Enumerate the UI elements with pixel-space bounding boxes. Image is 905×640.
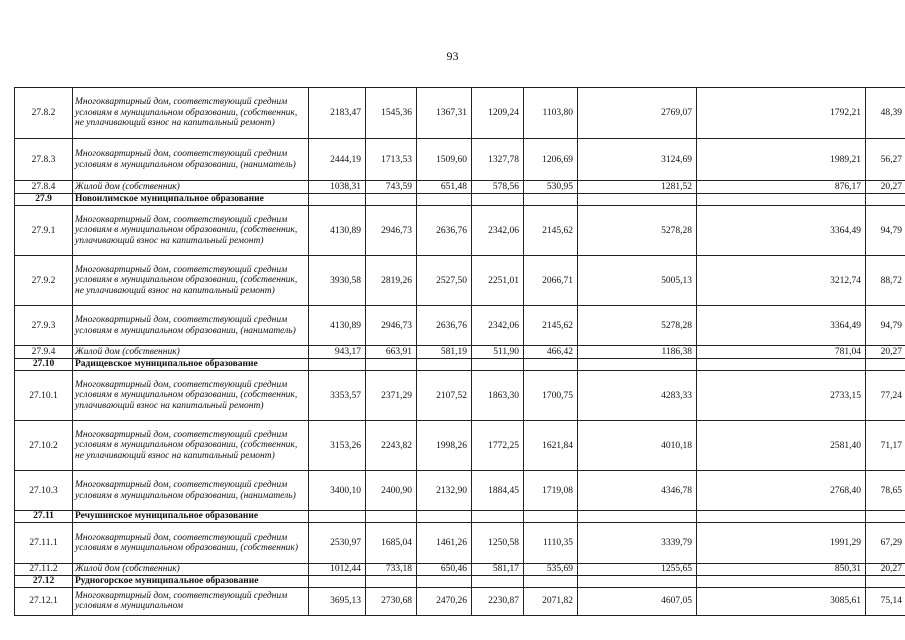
value-cell-v6: 4346,78 [578,471,697,511]
table-row [15,306,905,346]
value-cell-v1: 3353,57 [309,371,366,421]
value-cell-v3: 1367,31 [417,88,472,139]
empty-cell [417,511,472,523]
row-code: 27.10.3 [15,471,73,511]
empty-cell [578,359,697,371]
row-code: 27.10.1 [15,371,73,421]
value-cell-v5: 1700,75 [524,371,578,421]
value-cell-v8: 67,29 [866,523,905,564]
empty-cell [309,575,366,587]
value-cell-v8: 56,27 [866,139,905,181]
value-cell-v6: 4010,18 [578,421,697,471]
empty-cell [309,194,366,206]
table-body [15,88,905,616]
row-code: 27.8.4 [15,181,73,194]
value-cell-v1: 2183,47 [309,88,366,139]
table-row [15,564,905,576]
table-row [15,256,905,306]
value-cell-v8: 75,14 [866,587,905,615]
value-cell-v1: 2444,19 [309,139,366,181]
value-cell-v8: 20,27 [866,181,905,194]
value-cell-v4: 581,17 [472,564,524,576]
empty-cell [472,359,524,371]
empty-cell [866,194,905,206]
value-cell-v8: 88,72 [866,256,905,306]
row-description: Многоквартирный дом, соответствующий средним условиям в муниципальном образовании, (наниматель) [73,471,309,511]
value-cell-v7: 876,17 [697,181,866,194]
table-row [15,587,905,615]
value-cell-v3: 2527,50 [417,256,472,306]
row-code: 27.11.1 [15,523,73,564]
row-description: Многоквартирный дом, соответствующий средним условиям в муниципальном образовании, (наниматель) [73,306,309,346]
value-cell-v6: 3339,79 [578,523,697,564]
value-cell-v1: 1012,44 [309,564,366,576]
row-description: Многоквартирный дом, соответствующий средним условиям в муниципальном образовании, (собственник, уплачивающий взнос на капитальный ремонт) [73,206,309,256]
row-code: 27.12.1 [15,587,73,615]
value-cell-v5: 466,42 [524,346,578,359]
value-cell-v8: 77,24 [866,371,905,421]
empty-cell [697,194,866,206]
value-cell-v1: 3400,10 [309,471,366,511]
empty-cell [697,511,866,523]
value-cell-v8: 94,79 [866,306,905,346]
value-cell-v8: 71,17 [866,421,905,471]
empty-cell [866,511,905,523]
value-cell-v6: 5005,13 [578,256,697,306]
value-cell-v1: 2530,97 [309,523,366,564]
value-cell-v4: 578,56 [472,181,524,194]
row-code: 27.9.4 [15,346,73,359]
value-cell-v3: 651,48 [417,181,472,194]
row-description: Многоквартирный дом, соответствующий средним условиям в муниципальном образовании, (собственник, уплачивающий взнос на капитальный ремонт) [73,371,309,421]
empty-cell [866,575,905,587]
value-cell-v3: 1461,26 [417,523,472,564]
value-cell-v1: 4130,89 [309,206,366,256]
row-code: 27.11.2 [15,564,73,576]
value-cell-v5: 2145,62 [524,206,578,256]
value-cell-v7: 2581,40 [697,421,866,471]
empty-cell [578,194,697,206]
row-description: Жилой дом (собственник) [73,564,309,576]
value-cell-v2: 1545,36 [366,88,417,139]
empty-cell [366,359,417,371]
row-description: Жилой дом (собственник) [73,181,309,194]
empty-cell [578,511,697,523]
value-cell-v7: 3364,49 [697,306,866,346]
value-cell-v7: 2768,40 [697,471,866,511]
value-cell-v1: 943,17 [309,346,366,359]
section-row [15,575,905,587]
value-cell-v7: 850,31 [697,564,866,576]
page-number: 93 [446,49,459,63]
empty-cell [309,359,366,371]
value-cell-v2: 663,91 [366,346,417,359]
value-cell-v3: 581,19 [417,346,472,359]
row-code: 27.9.1 [15,206,73,256]
value-cell-v2: 1713,53 [366,139,417,181]
tariff-table [14,87,905,616]
value-cell-v4: 1884,45 [472,471,524,511]
value-cell-v2: 743,59 [366,181,417,194]
empty-cell [524,359,578,371]
row-code: 27.12 [15,575,73,587]
value-cell-v7: 3364,49 [697,206,866,256]
value-cell-v4: 1209,24 [472,88,524,139]
row-code: 27.10.2 [15,421,73,471]
value-cell-v7: 781,04 [697,346,866,359]
value-cell-v5: 2145,62 [524,306,578,346]
value-cell-v2: 733,18 [366,564,417,576]
row-code: 27.9.3 [15,306,73,346]
value-cell-v1: 4130,89 [309,306,366,346]
table-row [15,346,905,359]
value-cell-v6: 2769,07 [578,88,697,139]
value-cell-v3: 2636,76 [417,306,472,346]
empty-cell [472,194,524,206]
value-cell-v3: 2470,26 [417,587,472,615]
value-cell-v2: 2946,73 [366,306,417,346]
value-cell-v3: 2636,76 [417,206,472,256]
value-cell-v6: 5278,28 [578,206,697,256]
value-cell-v4: 2342,06 [472,206,524,256]
empty-cell [366,511,417,523]
value-cell-v2: 2946,73 [366,206,417,256]
row-description: Многоквартирный дом, соответствующий средним условиям в муниципальном образовании, (собственник, не уплачивающий взнос на капитальный ремонт) [73,256,309,306]
table-row [15,471,905,511]
value-cell-v5: 2071,82 [524,587,578,615]
value-cell-v8: 20,27 [866,564,905,576]
value-cell-v6: 4607,05 [578,587,697,615]
value-cell-v4: 2230,87 [472,587,524,615]
row-code: 27.9.2 [15,256,73,306]
table-row [15,206,905,256]
section-row [15,359,905,371]
value-cell-v8: 48,39 [866,88,905,139]
value-cell-v7: 1792,21 [697,88,866,139]
row-description: Многоквартирный дом, соответствующий средним условиям в муниципальном [73,587,309,615]
row-description: Многоквартирный дом, соответствующий средним условиям в муниципальном образовании, (собственник) [73,523,309,564]
row-code: 27.8.3 [15,139,73,181]
value-cell-v2: 2730,68 [366,587,417,615]
table-row [15,139,905,181]
value-cell-v5: 1103,80 [524,88,578,139]
value-cell-v4: 2342,06 [472,306,524,346]
value-cell-v5: 535,69 [524,564,578,576]
empty-cell [697,359,866,371]
value-cell-v8: 78,65 [866,471,905,511]
value-cell-v5: 1719,08 [524,471,578,511]
empty-cell [472,575,524,587]
value-cell-v2: 2371,29 [366,371,417,421]
empty-cell [417,575,472,587]
value-cell-v7: 3212,74 [697,256,866,306]
value-cell-v6: 1255,65 [578,564,697,576]
value-cell-v7: 2733,15 [697,371,866,421]
empty-cell [524,194,578,206]
value-cell-v5: 1110,35 [524,523,578,564]
table-row [15,523,905,564]
value-cell-v2: 1685,04 [366,523,417,564]
empty-cell [366,575,417,587]
value-cell-v4: 511,90 [472,346,524,359]
section-title: Речушинское муниципальное образование [73,511,309,523]
empty-cell [417,194,472,206]
value-cell-v4: 1863,30 [472,371,524,421]
value-cell-v6: 1186,38 [578,346,697,359]
value-cell-v4: 2251,01 [472,256,524,306]
row-description: Многоквартирный дом, соответствующий средним условиям в муниципальном образовании, (собственник, не уплачивающий взнос на капитальный ремонт) [73,421,309,471]
value-cell-v7: 1991,29 [697,523,866,564]
value-cell-v1: 1038,31 [309,181,366,194]
row-code: 27.11 [15,511,73,523]
value-cell-v3: 650,46 [417,564,472,576]
empty-cell [697,575,866,587]
empty-cell [417,359,472,371]
value-cell-v1: 3695,13 [309,587,366,615]
value-cell-v5: 1206,69 [524,139,578,181]
row-code: 27.8.2 [15,88,73,139]
value-cell-v5: 2066,71 [524,256,578,306]
row-description: Многоквартирный дом, соответствующий средним условиям в муниципальном образовании, (наниматель) [73,139,309,181]
empty-cell [309,511,366,523]
value-cell-v4: 1772,25 [472,421,524,471]
section-title: Рудногорское муниципальное образование [73,575,309,587]
value-cell-v2: 2400,90 [366,471,417,511]
section-title: Радищевское муниципальное образование [73,359,309,371]
value-cell-v6: 3124,69 [578,139,697,181]
empty-cell [578,575,697,587]
value-cell-v6: 5278,28 [578,306,697,346]
section-title: Новоилимское муниципальное образование [73,194,309,206]
table-row [15,421,905,471]
value-cell-v6: 4283,33 [578,371,697,421]
row-code: 27.9 [15,194,73,206]
value-cell-v8: 20,27 [866,346,905,359]
value-cell-v8: 94,79 [866,206,905,256]
section-row [15,511,905,523]
value-cell-v5: 1621,84 [524,421,578,471]
empty-cell [366,194,417,206]
row-description: Жилой дом (собственник) [73,346,309,359]
value-cell-v3: 2107,52 [417,371,472,421]
value-cell-v3: 1998,26 [417,421,472,471]
value-cell-v1: 3930,58 [309,256,366,306]
value-cell-v3: 1509,60 [417,139,472,181]
empty-cell [524,575,578,587]
value-cell-v5: 530,95 [524,181,578,194]
value-cell-v3: 2132,90 [417,471,472,511]
value-cell-v4: 1327,78 [472,139,524,181]
row-code: 27.10 [15,359,73,371]
value-cell-v7: 1989,21 [697,139,866,181]
row-description: Многоквартирный дом, соответствующий средним условиям в муниципальном образовании, (собственник, не уплачивающий взнос на капитальный ремонт) [73,88,309,139]
table-row [15,181,905,194]
table-row [15,88,905,139]
empty-cell [472,511,524,523]
value-cell-v7: 3085,61 [697,587,866,615]
table-row [15,371,905,421]
value-cell-v2: 2243,82 [366,421,417,471]
value-cell-v4: 1250,58 [472,523,524,564]
empty-cell [524,511,578,523]
value-cell-v2: 2819,26 [366,256,417,306]
section-row [15,194,905,206]
empty-cell [866,359,905,371]
value-cell-v6: 1281,52 [578,181,697,194]
value-cell-v1: 3153,26 [309,421,366,471]
